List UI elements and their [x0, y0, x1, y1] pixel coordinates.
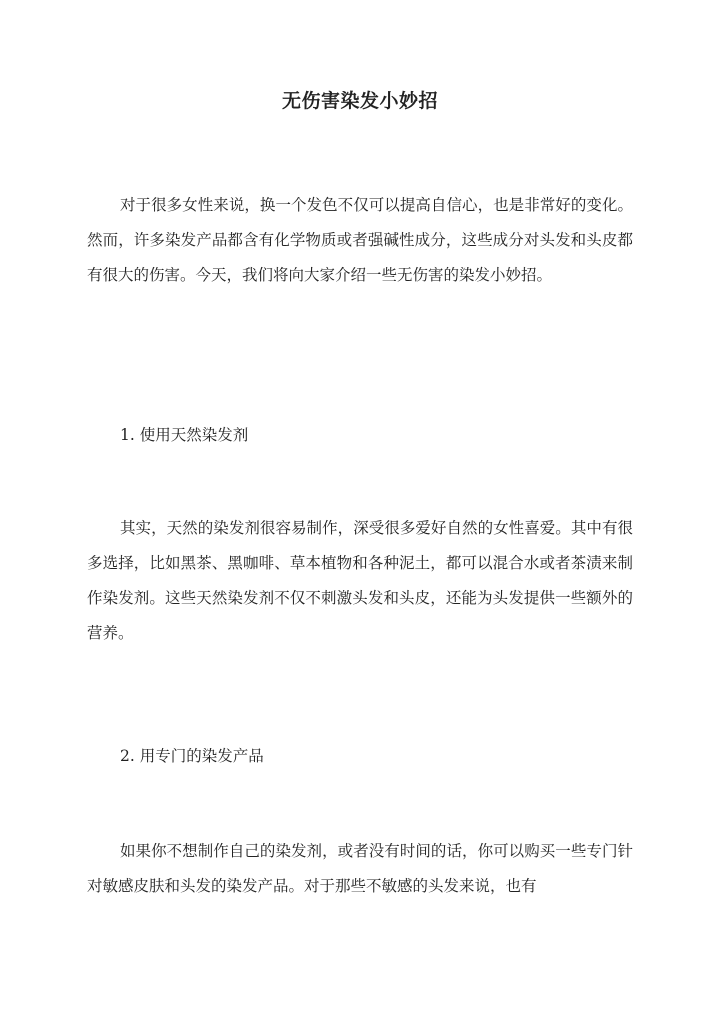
paragraph-natural-dye: 其实，天然的染发剂很容易制作，深受很多爱好自然的女性喜爱。其中有很多选择，比如黑茶、黑咖啡、草本植物和各种泥土，都可以混合水或者茶渍来制作染发剂。这些天然染发剂不仅不刺激头发和头皮，还能为头发提供一些额外的营养。 — [87, 519, 633, 642]
paragraph-special-products: 如果你不想制作自己的染发剂，或者没有时间的话，你可以购买一些专门针对敏感皮肤和头发的染发产品。对于那些不敏感的头发来说，也有 — [87, 842, 633, 895]
section-heading-natural-dye: 1. 使用天然染发剂 — [120, 426, 249, 444]
paragraph-intro: 对于很多女性来说，换一个发色不仅可以提高自信心，也是非常好的变化。然而，许多染发产品都含有化学物质或者强碱性成分，这些成分对头发和头皮都有很大的伤害。今天，我们将向大家介绍一些无伤害的染发小妙招。 — [87, 196, 633, 284]
section-heading-special-products: 2. 用专门的染发产品 — [120, 747, 264, 765]
document-title: 无伤害染发小妙招 — [281, 90, 438, 112]
